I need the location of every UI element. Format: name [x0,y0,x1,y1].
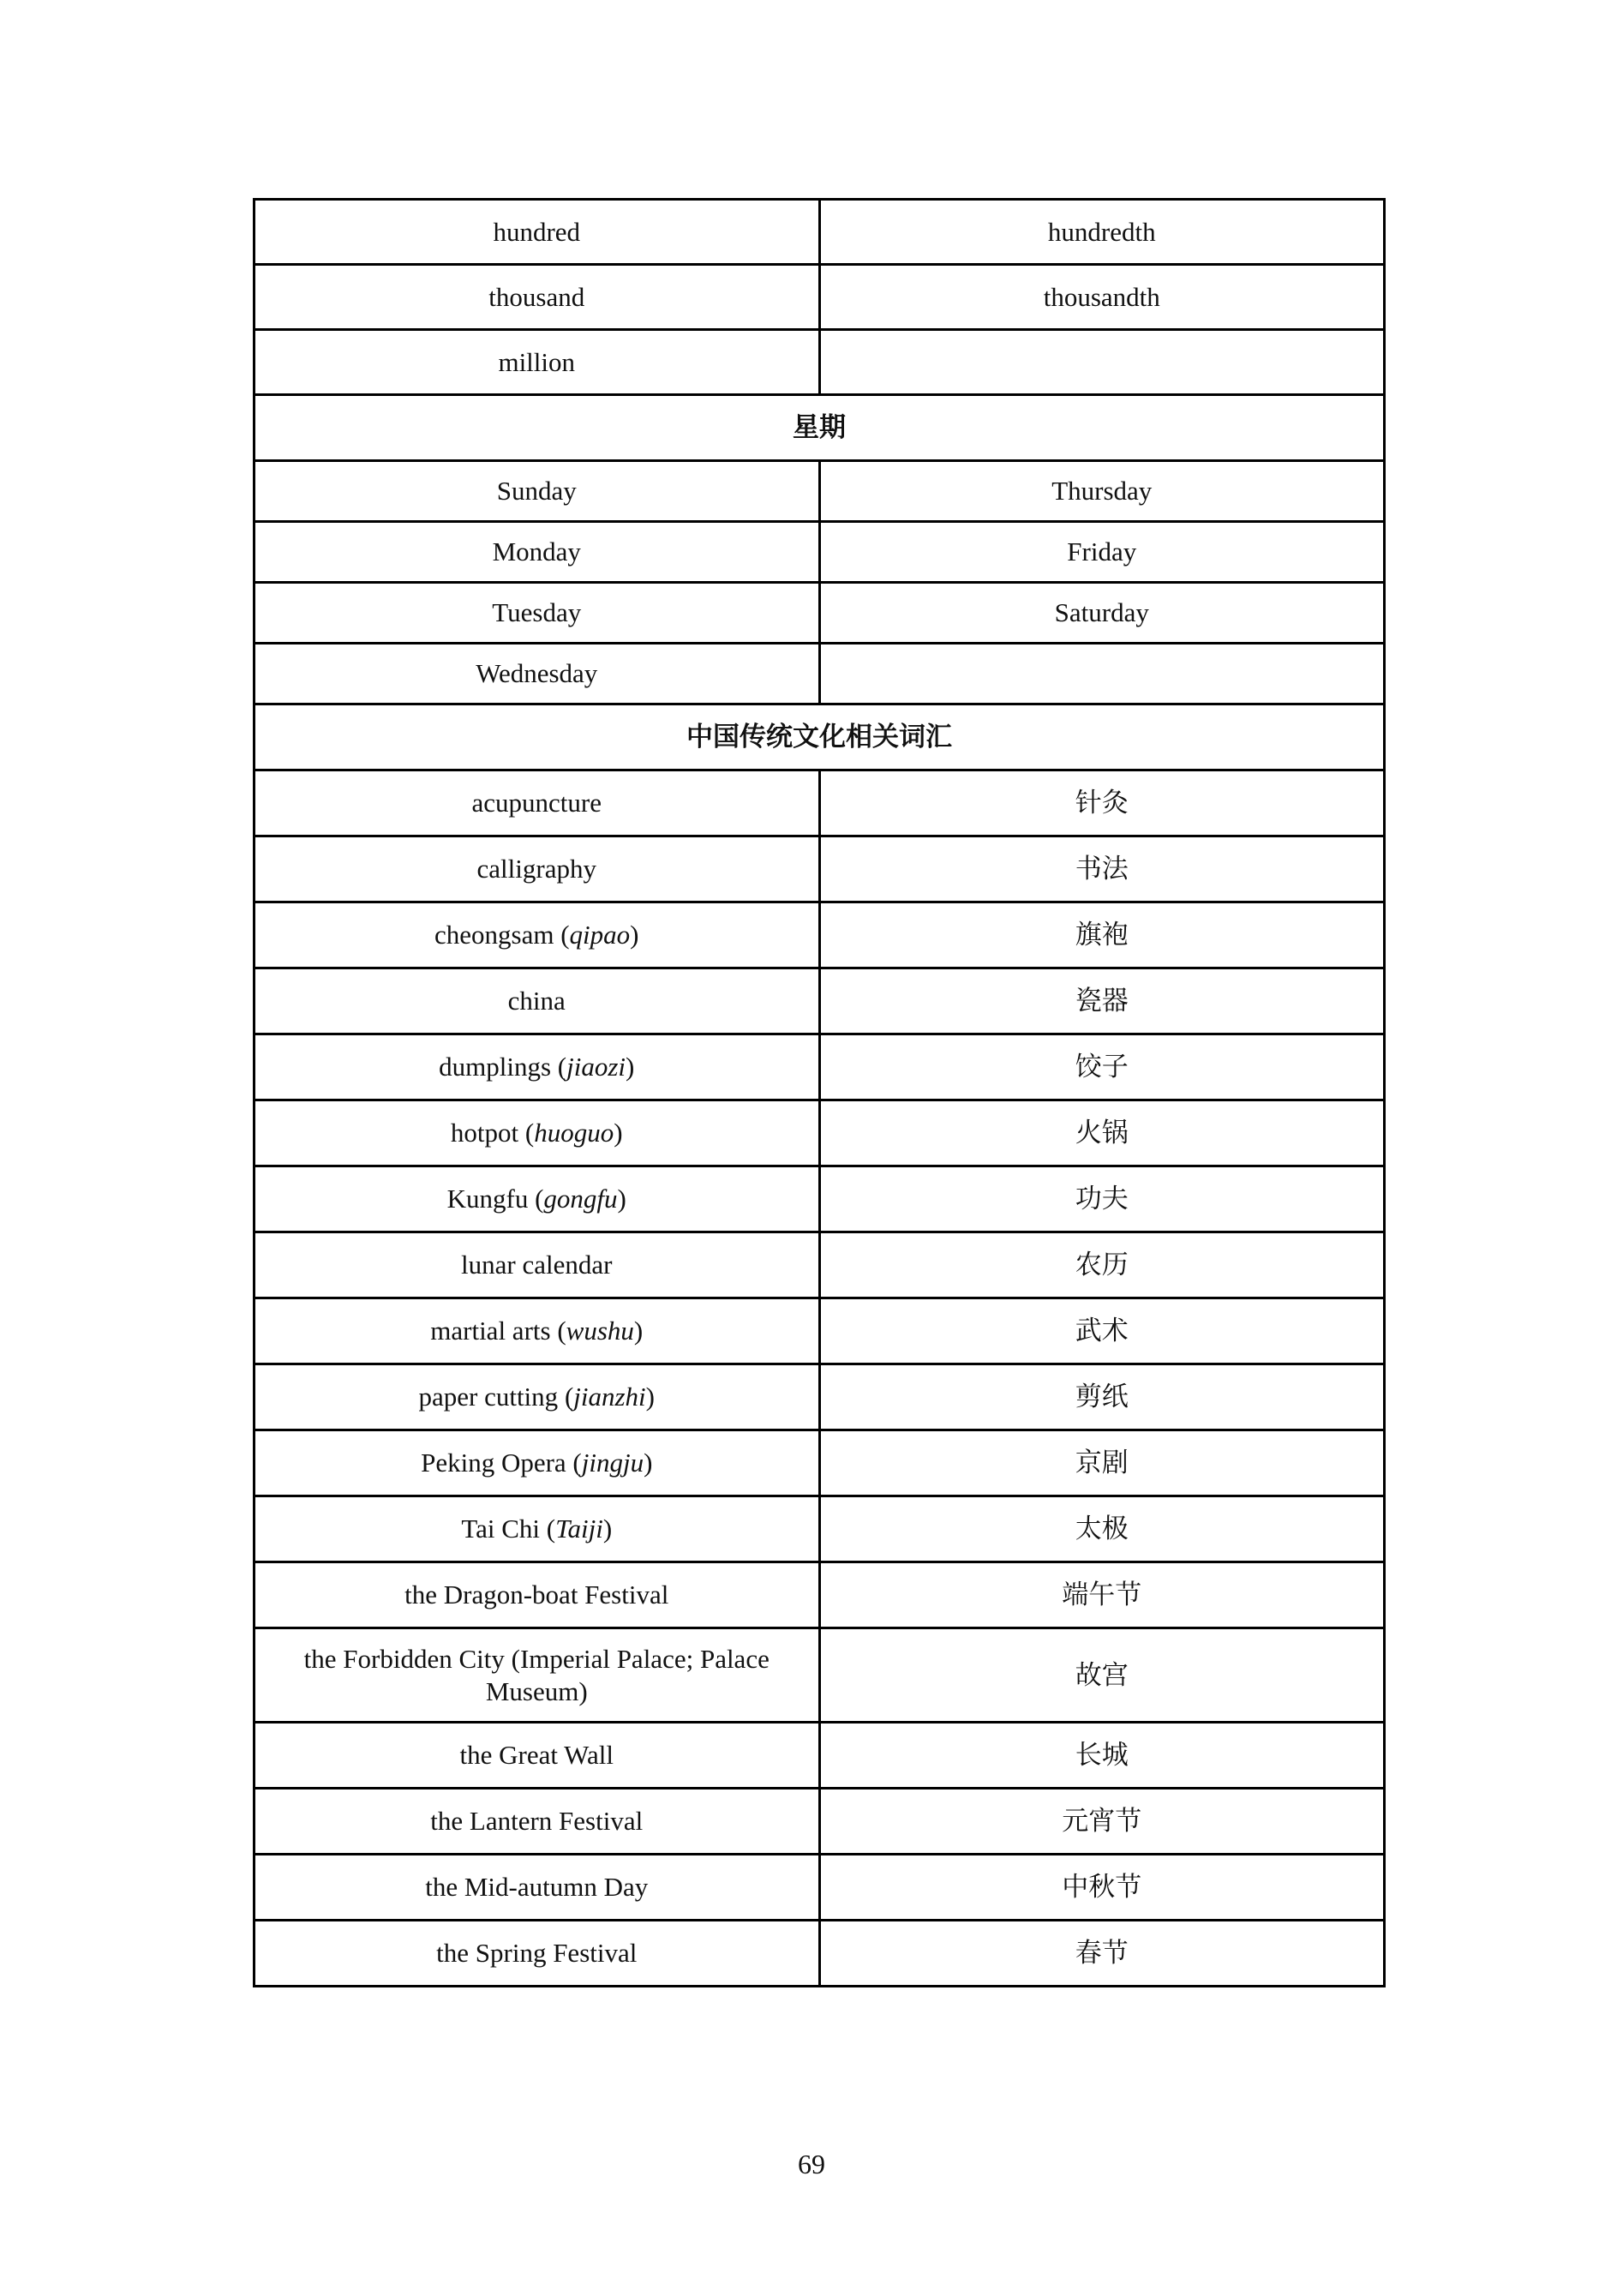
english-term: Peking Opera (jingju) [255,1430,820,1496]
english-term: paper cutting (jianzhi) [255,1364,820,1430]
number-ordinal: hundredth [819,200,1385,265]
weekday-cell: Saturday [819,583,1385,644]
number-cardinal: thousand [255,265,820,330]
chinese-term: 瓷器 [819,968,1385,1034]
english-term [255,836,820,902]
number-ordinal: thousandth [819,265,1385,330]
english-word: calligraphy [476,854,596,884]
pinyin-term: Taiji [555,1514,603,1544]
english-word: hotpot [450,1118,519,1148]
table-row [255,461,1385,522]
english-term [255,1789,820,1855]
english-term [255,1921,820,1987]
pinyin-term: gongfu [543,1184,618,1214]
english-word: lunar calendar [461,1250,613,1280]
table-row [255,1034,1385,1100]
english-term [255,770,820,836]
weekday-cell: Wednesday [255,644,820,704]
table-row [255,1628,1385,1723]
chinese-term: 剪纸 [819,1364,1385,1430]
pinyin-term: jianzhi [573,1382,646,1412]
number-cardinal: hundred [255,200,820,265]
chinese-term: 饺子 [819,1034,1385,1100]
culture-rows [255,770,1385,1987]
english-word: cheongsam [434,920,554,950]
section-heading-row [255,395,1385,461]
english-word: acupuncture [471,788,602,818]
pinyin-term: wushu [566,1316,634,1346]
chinese-term: 武术 [819,1298,1385,1364]
table-row [255,1921,1385,1987]
chinese-term: 功夫 [819,1166,1385,1232]
chinese-term: 故宫 [819,1628,1385,1723]
table-row [255,1855,1385,1921]
english-term: Tai Chi (Taiji) [255,1496,820,1562]
table-row [255,902,1385,968]
english-word: the Mid-autumn Day [425,1872,649,1902]
english-term [255,1562,820,1628]
table-row [255,583,1385,644]
english-term [255,968,820,1034]
number-cardinal: million [255,330,820,395]
english-word: the Great Wall [459,1740,614,1770]
table-row [255,330,1385,395]
english-term [255,1855,820,1921]
pinyin-term: jingju [581,1448,644,1478]
table-row [255,1496,1385,1562]
english-word: the Forbidden City (Imperial Palace; Palace Museum) [303,1643,770,1706]
pinyin-term: huoguo [534,1118,614,1148]
chinese-term: 针灸 [819,770,1385,836]
english-term: cheongsam (qipao) [255,902,820,968]
chinese-term: 端午节 [819,1562,1385,1628]
section-heading-row [255,704,1385,770]
table-row [255,1298,1385,1364]
chinese-term: 京剧 [819,1430,1385,1496]
chinese-term: 书法 [819,836,1385,902]
table-row [255,200,1385,265]
table-row [255,1723,1385,1789]
english-term [255,1232,820,1298]
page-number: 69 [798,2149,825,2179]
pinyin-term: jiaozi [566,1052,626,1082]
english-word: Tai Chi [461,1514,541,1544]
table-row [255,1430,1385,1496]
weekdays-heading: 星期 [255,395,1385,461]
chinese-term: 春节 [819,1921,1385,1987]
english-term: Kungfu (gongfu) [255,1166,820,1232]
number-ordinal [819,330,1385,395]
weekday-cell [819,644,1385,704]
chinese-term: 太极 [819,1496,1385,1562]
english-term: dumplings (jiaozi) [255,1034,820,1100]
english-word: the Dragon-boat Festival [404,1580,669,1610]
table-row [255,836,1385,902]
chinese-term: 长城 [819,1723,1385,1789]
table-row [255,265,1385,330]
chinese-term: 旗袍 [819,902,1385,968]
weekday-cell: Friday [819,522,1385,583]
table-row [255,1232,1385,1298]
table-row [255,1166,1385,1232]
english-word: martial arts [430,1316,551,1346]
table-row [255,1562,1385,1628]
english-word: the Spring Festival [436,1938,638,1968]
weekday-cell: Monday [255,522,820,583]
culture-heading: 中国传统文化相关词汇 [255,704,1385,770]
table-row [255,1364,1385,1430]
table-row [255,770,1385,836]
weekday-cell: Thursday [819,461,1385,522]
table-row [255,968,1385,1034]
chinese-term: 农历 [819,1232,1385,1298]
table-row [255,522,1385,583]
chinese-term: 中秋节 [819,1855,1385,1921]
chinese-term: 火锅 [819,1100,1385,1166]
english-term: martial arts (wushu) [255,1298,820,1364]
table-row [255,644,1385,704]
english-term [255,1723,820,1789]
english-word: Kungfu [446,1184,529,1214]
english-word: china [507,986,566,1016]
vocabulary-table [253,198,1386,1987]
table-row [255,1789,1385,1855]
english-term [255,1628,820,1723]
english-word: Peking Opera [421,1448,566,1478]
weekday-cell: Sunday [255,461,820,522]
weekday-cell: Tuesday [255,583,820,644]
english-term: hotpot (huoguo) [255,1100,820,1166]
english-word: dumplings [439,1052,552,1082]
table-row [255,1100,1385,1166]
pinyin-term: qipao [569,920,631,950]
chinese-term: 元宵节 [819,1789,1385,1855]
english-word: paper cutting [418,1382,559,1412]
english-word: the Lantern Festival [430,1806,644,1836]
